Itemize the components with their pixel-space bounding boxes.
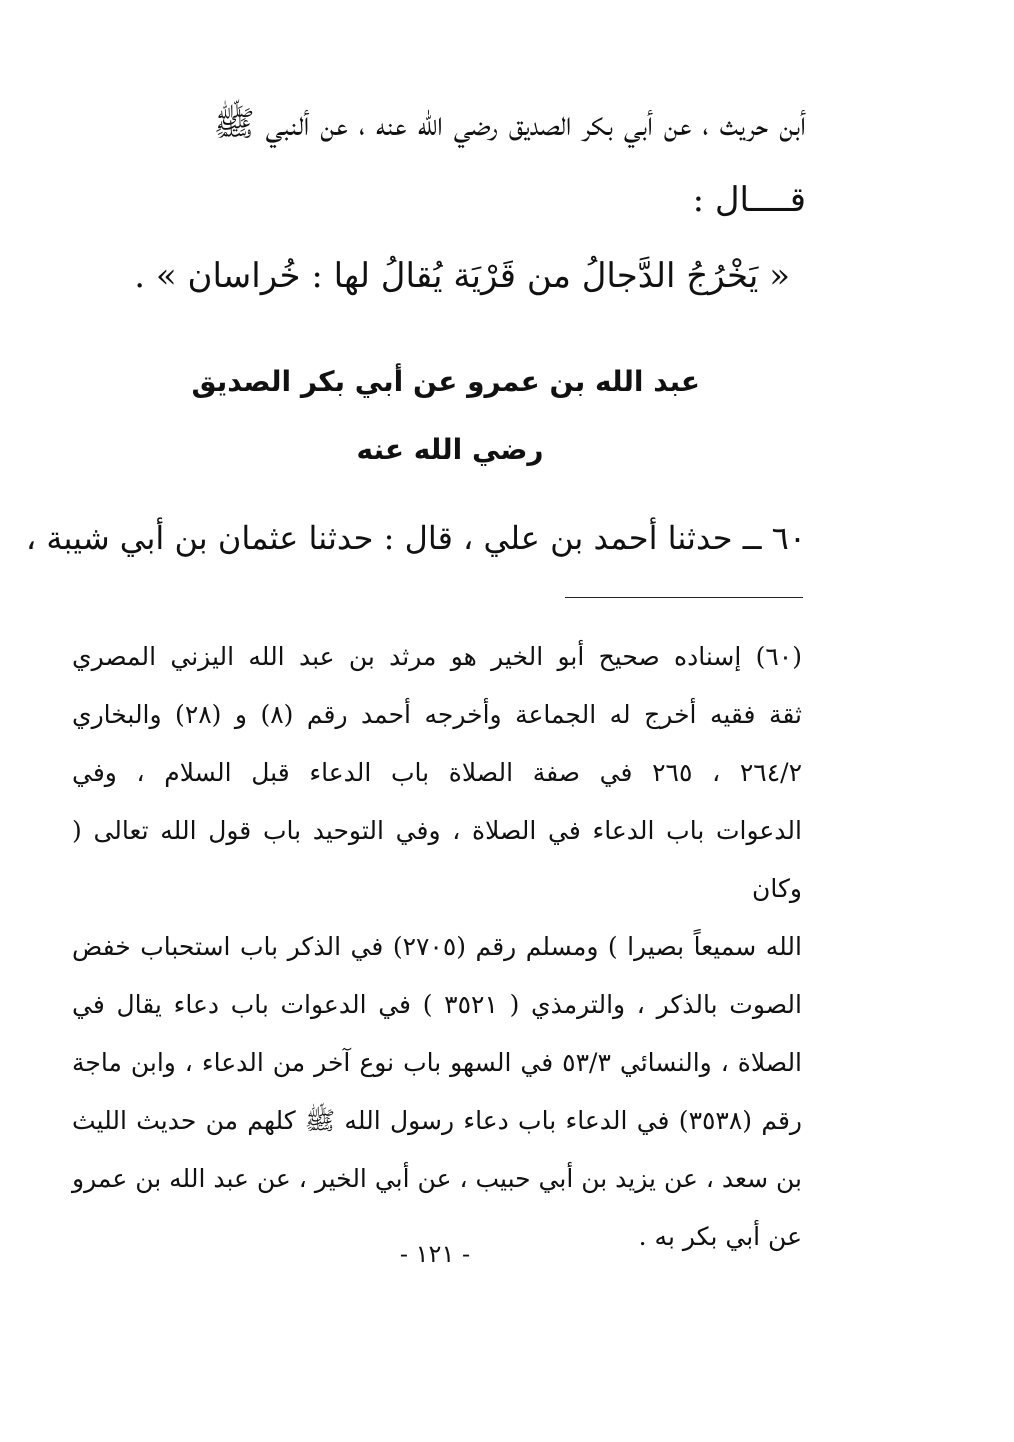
- footnote: [72, 628, 802, 1266]
- main-text-line-2: قــــال :: [692, 180, 806, 220]
- page-number: - ١٢١ -: [399, 1240, 471, 1268]
- footnote-line: الدعوات باب الدعاء في الصلاة ، وفي التوحيد باب قول الله تعالى ( وكان: [72, 816, 802, 903]
- footnote-line: الصلاة ، والنسائي ٥٣/٣ في السهو باب نوع آخر من الدعاء ، وابن ماجة: [72, 1048, 803, 1077]
- footnote-line: الصوت بالذكر ، والترمذي ( ٣٥٢١ ) في الدعوات باب دعاء يقال في: [72, 990, 802, 1019]
- footnote-line: الله سميعاً بصيرا ) ومسلم رقم (٢٧٠٥) في الذكر باب استحباب خفض: [72, 932, 802, 961]
- section-heading-line-2: رضي الله عنه: [356, 433, 544, 466]
- footnote-line: بن سعد ، عن يزيد بن أبي حبيب ، عن أبي الخير ، عن عبد الله بن عمرو: [72, 1164, 802, 1193]
- main-text-line-1: أبن حريث ، عن أبي بكر الصديق رضي الله عنه ، عن ألنبي ﷺ: [213, 104, 806, 144]
- footnote-line: ٢٦٤/٢ ، ٢٦٥ في صفة الصلاة باب الدعاء قبل السلام ، وفي: [72, 758, 802, 787]
- hadith-60-text: ٦٠ ــ حدثنا أحمد بن علي ، قال : حدثنا عثمان بن أبي شيبة ،: [25, 519, 806, 557]
- footnote-divider: [565, 597, 803, 598]
- section-heading-line-1: عبد الله بن عمرو عن أبي بكر الصديق: [191, 365, 700, 398]
- footnote-line: (٦٠) إسناده صحيح أبو الخير هو مرثد بن عبد الله اليزني المصري: [72, 642, 802, 671]
- footnote-line: رقم (٣٥٣٨) في الدعاء باب دعاء رسول الله ﷺ كلهم من حديث الليث: [72, 1106, 802, 1135]
- footnote-line: ثقة فقيه أخرج له الجماعة وأخرجه أحمد رقم (٨) و (٢٨) والبخاري: [72, 700, 802, 729]
- footnote-line: عن أبي بكر به .: [638, 1222, 802, 1251]
- hadith-quote: « يَخْرُجُ الدَّجالُ من قَرْيَة يُقالُ لها : خُراسان » .: [134, 256, 790, 296]
